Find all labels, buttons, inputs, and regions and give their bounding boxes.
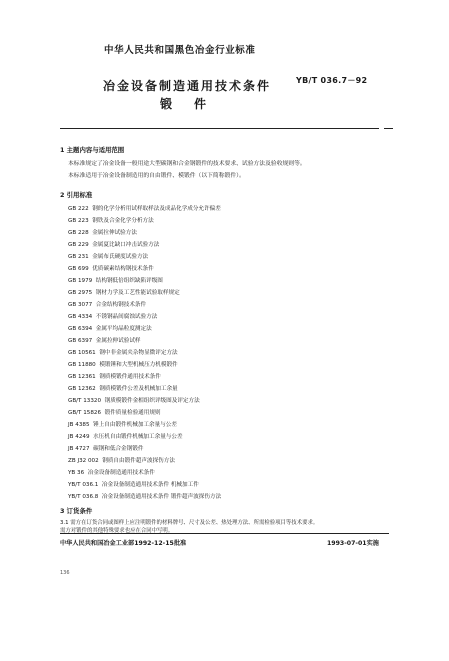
reference-item: JB 4727 碳钢和低合金钢锻件 — [68, 446, 144, 452]
section-1-paragraph-2: 本标准适用于冶金设备制造用的自由锻件、模锻件（以下简称锻件）。 — [68, 173, 245, 179]
reference-item: GB/T 15826 锻件质量检验通用规则 — [68, 410, 161, 416]
reference-item: GB 3077 合金结构钢技术条件 — [68, 302, 147, 308]
section-1-heading: 1 主题内容与适用范围 — [60, 146, 125, 154]
reference-item: GB 12362 钢质模锻件公差及机械加工余量 — [68, 386, 178, 392]
reference-item: GB 222 钢的化学分析用试样取样法及成品化学成分允许偏差 — [68, 206, 221, 212]
document-title: 冶金设备制造通用技术条件 — [103, 79, 272, 93]
reference-item: GB 6394 金属平均晶粒度测定法 — [68, 326, 152, 332]
header-rule — [60, 128, 379, 129]
section-3-heading: 3 订货条件 — [60, 507, 93, 515]
reference-item: YB 36 冶金设备制造通用技术条件 — [68, 470, 155, 476]
reference-item: GB 228 金属拉伸试验方法 — [68, 230, 137, 236]
section-3-paragraph-1: 3.1 需方在订货合同或图样上应注明锻件的材料牌号、尺寸及公差、热处理方法、所需检验项目等技术要求。 — [60, 520, 319, 526]
reference-item: YB/T 036.8 冶金设备制造通用技术条件 锻件超声波探伤方法 — [68, 494, 222, 500]
reference-item: GB 12361 钢质模锻件通用技术条件 — [68, 374, 161, 380]
section-3-paragraph-1b: 需方对锻件的其他特殊要求也应在合同中写明。 — [60, 528, 174, 534]
approval-statement: 中华人民共和国冶金工业部1992-12-15批准 — [60, 540, 187, 547]
reference-item: GB 699 优质碳素结构钢技术条件 — [68, 266, 154, 272]
section-2-heading: 2 引用标准 — [60, 191, 93, 199]
standard-type-heading: 中华人民共和国黑色冶金行业标准 — [104, 45, 256, 56]
reference-item: GB 223 钢铁及合金化学分析方法 — [68, 218, 154, 224]
page-number: 136 — [60, 570, 70, 576]
reference-item: GB/T 13320 钢质模锻件金相组织评级图及评定方法 — [68, 398, 200, 404]
reference-item: JB 4249 水压机自由锻件机械加工余量与公差 — [68, 434, 183, 440]
reference-item: GB 10561 钢中非金属夹杂物显微评定方法 — [68, 350, 178, 356]
footer-rule — [60, 533, 389, 534]
implementation-date: 1993-07-01实施 — [327, 540, 379, 547]
reference-item: GB 6397 金属拉伸试验试样 — [68, 338, 141, 344]
reference-item: JB 4385 锤上自由锻件机械加工余量与公差 — [68, 422, 177, 428]
reference-item: GB 231 金属布氏硬度试验方法 — [68, 254, 149, 260]
reference-item: GB 1979 结构钢低倍组织缺陷评级图 — [68, 278, 163, 284]
reference-item: YB/T 036.1 冶金设备制造通用技术条件 机械加工件 — [68, 482, 199, 488]
section-1-paragraph-1: 本标准规定了冶金设备一般用途大型碳钢和合金钢锻件的技术要求、试验方法及验收规则等。 — [68, 161, 306, 167]
reference-item: ZB J32 002 钢质自由锻件超声波探伤方法 — [68, 458, 175, 464]
header-rule-end — [384, 128, 393, 129]
reference-item: GB 4334 不锈钢晶间腐蚀试验方法 — [68, 314, 158, 320]
document-subtitle: 锻件 — [160, 97, 229, 111]
reference-item: GB 11880 模锻锤和大型机械压力机模锻件 — [68, 362, 178, 368]
reference-item: GB 2975 钢材力学及工艺性能试验取样规定 — [68, 290, 180, 296]
document-code: YB/T 036.7－92 — [296, 76, 368, 85]
reference-item: GB 229 金属夏比缺口冲击试验方法 — [68, 242, 160, 248]
